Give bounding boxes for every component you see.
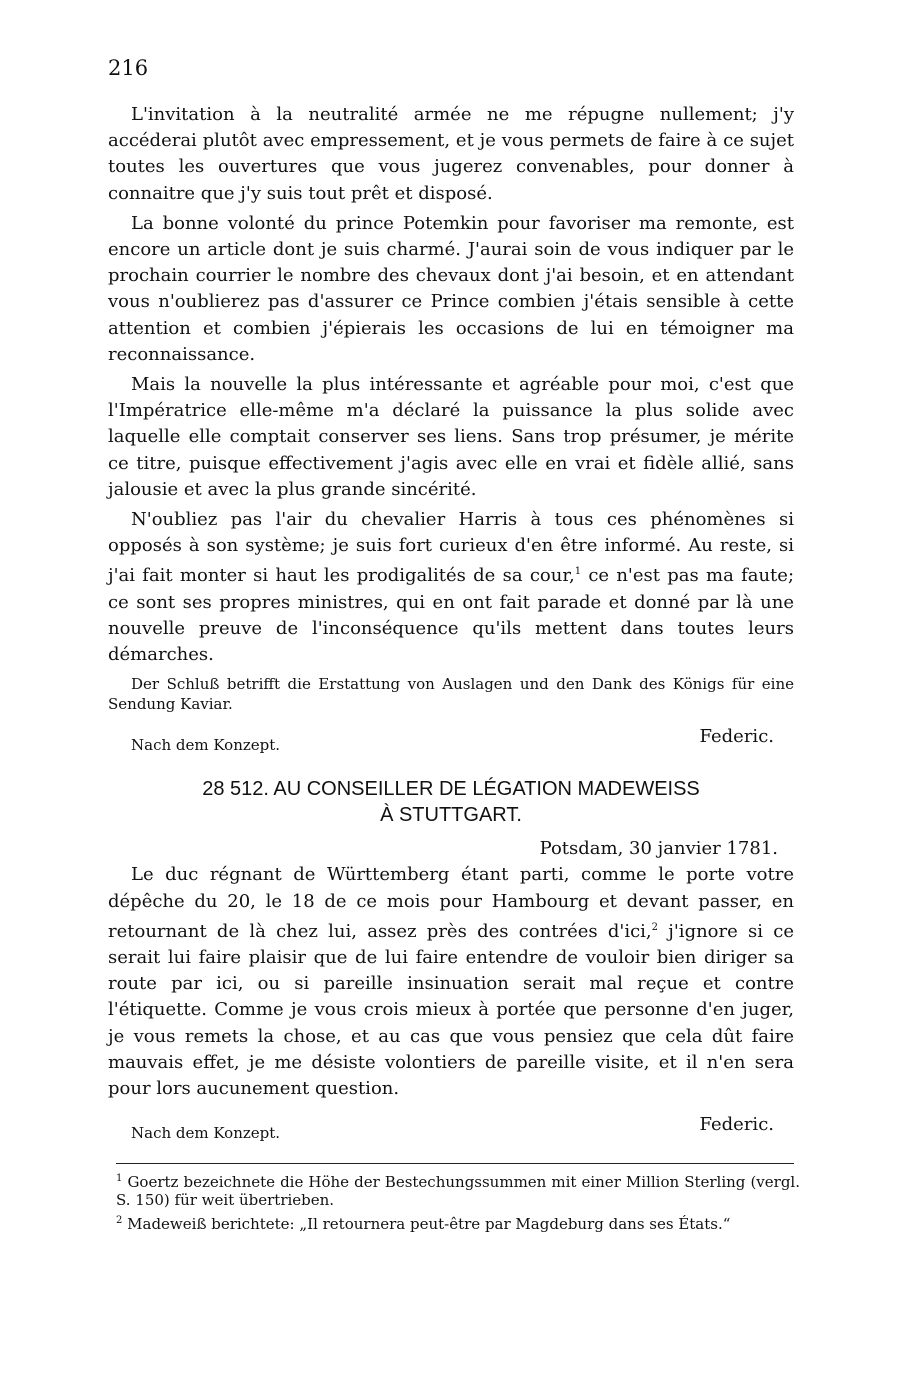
heading-line: À STUTTGART. — [380, 804, 522, 827]
source-note: Nach dem Konzept. — [131, 1124, 281, 1143]
page-body — [108, 102, 794, 1144]
footnote-text: Goertz bezeichnete die Höhe der Bestechungssummen mit einer Million Sterling (vergl. S. 150) für weit übertrieben. — [116, 1173, 800, 1209]
footnote-ref: 1 — [574, 566, 582, 578]
heading-line: 28 512. AU CONSEILLER DE LÉGATION MADEWEISS — [202, 778, 700, 801]
closing-line — [108, 1106, 794, 1144]
footnote-mark: 1 — [116, 1173, 123, 1184]
paragraph-text: ce n'est pas ma faute; ce sont ses propres ministres, qui en ont fait parade et donné par là une nouvelle preuve de l'inconséquence qu'ils mettent dans toutes leurs démarches. — [108, 565, 795, 666]
paragraph: L'invitation à la neutralité armée ne me répugne nullement; j'y accéderai plutôt avec empressement, et je vous permets de faire à ce sujet toutes les ouvertures que vous jugerez convenables, pour donner à connaitre que j'y suis tout prêt et disposé. — [108, 104, 794, 204]
signature: Federic. — [699, 1114, 774, 1136]
footnotes — [116, 1170, 800, 1236]
footnote-rule — [116, 1163, 794, 1164]
editorial-note: Der Schluß betrifft die Erstattung von Auslagen und den Dank des Königs für eine Sendung Kaviar. — [108, 675, 794, 714]
paragraph — [108, 862, 794, 1102]
closing-line — [108, 718, 794, 756]
page-number: 216 — [108, 56, 149, 80]
paragraph: La bonne volonté du prince Potemkin pour favoriser ma remonte, est encore un article dont je suis charmé. J'aurai soin de vous indiquer par le prochain courrier le nombre des chevaux dont j'ai besoin, et en attendant vous n'oublierez pas d'assurer ce Prince combien j'étais sensible à cette attention et combien j'épierais les occasions de lui en témoigner ma reconnaissance. — [108, 212, 794, 365]
letter-heading — [108, 776, 794, 828]
paragraph-text: N'oubliez pas l'air du chevalier Harris à tous ces phénomènes si opposés à son système; je suis fort curieux d'en être informé. Au reste, si j'ai fait monter si haut les prodigalités de sa cour, — [108, 509, 794, 587]
footnote — [116, 1170, 800, 1209]
paragraph: Mais la nouvelle la plus intéressante et agréable pour moi, c'est que l'Impératrice elle-même m'a déclaré la puissance la plus solide avec laquelle elle comptait conserver ses liens. Sans trop présumer, je mérite ce titre, puisque effectivement j'agis avec elle en vrai et fidèle allié, sans jalousie et avec la plus grande sincérité. — [108, 374, 794, 500]
paragraph-text: Le duc régnant de Württemberg étant parti, comme le porte votre dépêche du 20, le 18 de ce mois pour Hambourg et devant passer, en retournant de là chez lui, assez près des contrées d'ici, — [108, 864, 794, 942]
footnote-text: Madeweiß berichtete: „Il retournera peut-être par Magdeburg dans ses États.“ — [127, 1215, 731, 1233]
paragraph-text: j'ignore si ce serait lui faire plaisir que de lui faire entendre de vouloir bien diriger sa route par ici, ou si pareille insinuation serait mal reçue et contre l'étiquette. Comme je vous crois mieux à portée que personne d'en juger, je vous remets la chose, et au cas que vous pensiez que cela dût faire mauvais effet, je me désiste volontiers de pareille visite, et il n'en sera pour lors aucunement question. — [108, 920, 794, 1100]
source-note: Nach dem Konzept. — [131, 736, 281, 755]
footnote-mark: 2 — [116, 1215, 123, 1226]
footnote-ref: 2 — [651, 921, 659, 933]
footnote — [116, 1212, 800, 1233]
place-date: Potsdam, 30 janvier 1781. — [539, 838, 778, 860]
signature: Federic. — [699, 726, 774, 748]
paragraph — [108, 507, 794, 668]
